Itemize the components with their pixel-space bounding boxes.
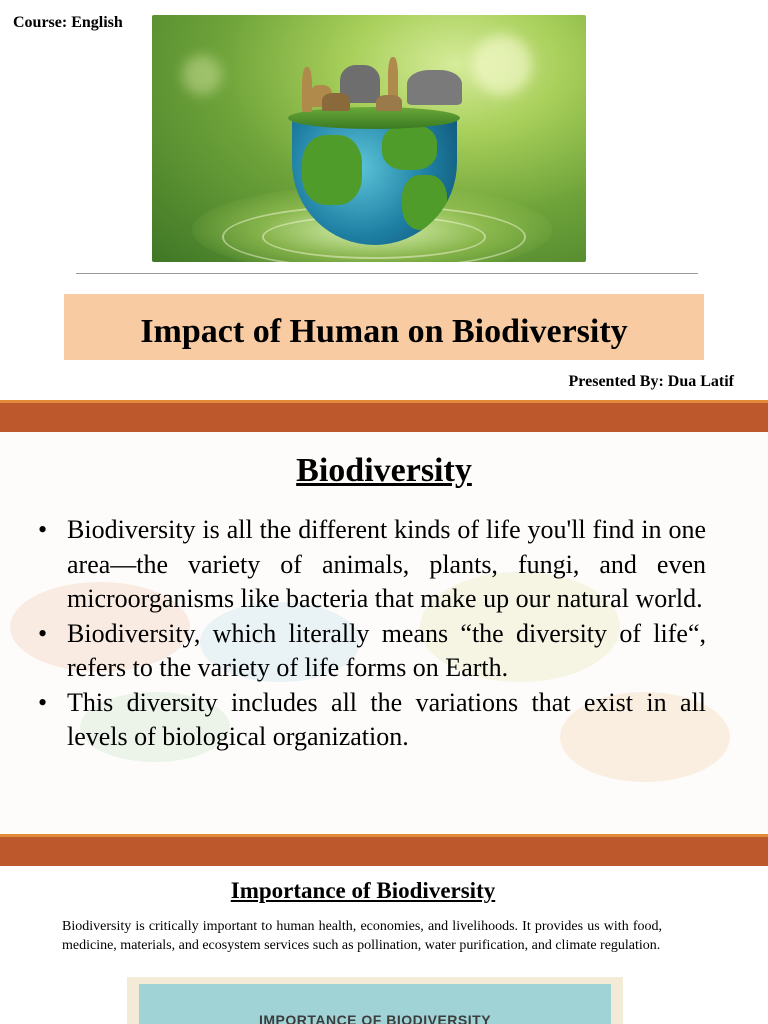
infographic-title: IMPORTANCE OF BIODIVERSITY (258, 1012, 492, 1024)
presenter-label: Presented By: Dua Latif (568, 373, 734, 390)
title-banner (64, 294, 704, 360)
slide-separator-band (0, 834, 768, 866)
importance-paragraph: Biodiversity is critically important to human health, economies, and livelihoods. It provides us with food, medicine, materials, and ecosystem services such as pollination, water purification, and climate regulation. (62, 919, 662, 953)
course-label: Course: English (13, 14, 123, 31)
importance-heading: Importance of Biodiversity (230, 878, 496, 903)
bullet-item: • This diversity includes all the variations that exist in all levels of biological organization. (38, 686, 706, 755)
globe-animals-image (152, 15, 586, 262)
divider (76, 273, 698, 274)
biodiversity-heading: Biodiversity (296, 452, 472, 489)
slide-separator-band (0, 400, 768, 432)
importance-infographic (127, 977, 623, 1024)
biodiversity-bullet-list (38, 513, 706, 755)
bullet-item: • Biodiversity is all the different kinds of life you'll find in one area—the variety of animals, plants, fungi, and even microorganisms like bacteria that make up our natural world. (38, 513, 706, 617)
slide-title: Impact of Human on Biodiversity (140, 313, 628, 350)
bullet-item: • Biodiversity, which literally means “the diversity of life“, refers to the variety of life forms on Earth. (38, 617, 706, 686)
